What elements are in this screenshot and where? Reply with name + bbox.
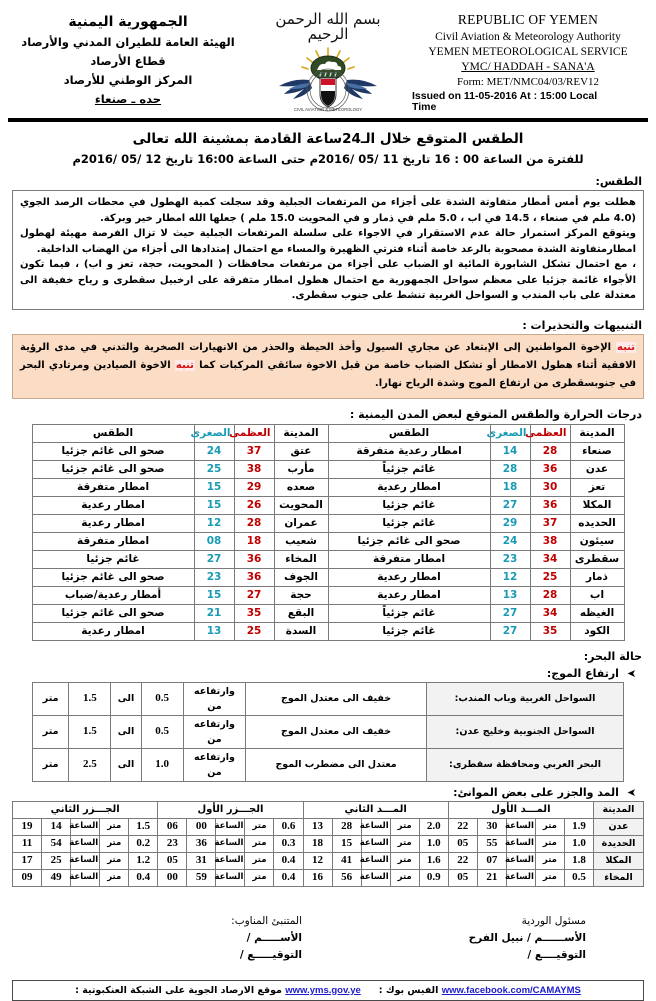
cell-max-temp: 28: [530, 442, 570, 460]
table-row: [32, 586, 624, 604]
cell-sea-state: معتدل الى مضطرب الموج: [246, 748, 427, 781]
cell-max-temp: 34: [530, 604, 570, 622]
cell-ebb1-hour: 36: [187, 835, 216, 852]
table-row: [13, 818, 644, 835]
cell-min-temp: 15: [194, 478, 234, 496]
cell-min-temp: 15: [194, 586, 234, 604]
cell-flow2-hour: 15: [332, 835, 361, 852]
cell-city: المخاء: [274, 550, 328, 568]
table-row: [13, 852, 644, 869]
emblem-ring-text: CIVIL AVIATION & METEOROLOGY: [293, 107, 363, 112]
cell-city: السدة: [274, 622, 328, 640]
cell-weather: صحو الى غائم جزئيا: [32, 442, 194, 460]
cell-weather: امطار رعدية: [328, 586, 490, 604]
table-row: [32, 604, 624, 622]
cell-ebb2-unit-m: متر: [100, 852, 129, 869]
table-row: [33, 715, 624, 748]
cell-ebb2-height: 1.2: [129, 852, 158, 869]
cell-city: مأرب: [274, 460, 328, 478]
cell-weather: صحو الى غائم جزئيا: [32, 604, 194, 622]
cell-ebb1-height: 0.4: [274, 852, 303, 869]
header-ar-line4: المركز الوطني للأرصاد: [63, 73, 193, 87]
cell-ebb2-hour: 14: [42, 818, 71, 835]
cell-min-temp: 23: [490, 550, 530, 568]
cell-flow1-hour: 55: [477, 835, 506, 852]
temperature-header-row: [32, 424, 624, 442]
cell-city: صعده: [274, 478, 328, 496]
shift-supervisor-name: الأســــــم / نبيل الفرح: [468, 931, 586, 944]
cell-flow1-unit-h: الساعة: [506, 852, 535, 869]
cell-sea-state: خفيف الى معتدل الموج: [246, 682, 427, 715]
cell-height-to-word: الى: [111, 682, 141, 715]
th-weather-right: الطقس: [328, 424, 490, 442]
cell-height-unit: متر: [33, 748, 69, 781]
facebook-segment: [379, 985, 581, 996]
cell-height-prefix: وارتفاعه من: [183, 715, 245, 748]
table-row: [13, 835, 644, 852]
cell-ebb1-hour: 59: [187, 869, 216, 886]
cell-min-temp: 28: [490, 460, 530, 478]
header-ar-line1: الجمهورية اليمنية: [68, 14, 188, 30]
cell-weather: غائم جزئياً: [328, 460, 490, 478]
cell-weather: صحو الى غائم جزئيا: [32, 460, 194, 478]
cell-max-temp: 38: [234, 460, 274, 478]
duty-forecaster-sign: التوقيـــــع /: [239, 948, 302, 961]
header-en-issued-on: Issued on 11-05-2016 At : 15:00 Local: [412, 90, 598, 102]
cell-min-temp: 21: [194, 604, 234, 622]
th-city-right: المدينة: [570, 424, 624, 442]
tide-table-body: [13, 818, 644, 886]
cell-max-temp: 25: [234, 622, 274, 640]
cell-weather: صحو الى غائم جزئيا: [328, 532, 490, 550]
cell-flow2-hour: 56: [332, 869, 361, 886]
wave-height-label-row: [6, 667, 636, 680]
cell-max-temp: 35: [530, 622, 570, 640]
cell-max-temp: 36: [530, 496, 570, 514]
cell-ebb1-unit-m: متر: [245, 869, 274, 886]
cell-height-to: 1.5: [69, 682, 111, 715]
cell-height-from: 0.5: [141, 715, 183, 748]
cell-sea-state: خفيف الى معتدل الموج: [246, 715, 427, 748]
header-english-block: [410, 8, 646, 113]
cell-city: الحديده: [570, 514, 624, 532]
temperature-table: [32, 424, 625, 641]
cell-height-to-word: الى: [111, 715, 141, 748]
header-ar-line5: حده ـ صنعاء: [94, 92, 162, 106]
cell-ebb2-hour: 25: [42, 852, 71, 869]
cell-city: ذمار: [570, 568, 624, 586]
cell-ebb2-minute: 17: [13, 852, 42, 869]
cell-city: سيئون: [570, 532, 624, 550]
cell-min-temp: 27: [490, 496, 530, 514]
temperature-section-label: درجات الحرارة والطقس المتوقع لبعض المدن اليمنية :: [349, 407, 642, 421]
bismillah-calligraphy: بسم الله الرحمن الرحيم: [275, 10, 381, 43]
cell-port-city: عدن: [594, 818, 644, 835]
cell-min-temp: 29: [490, 514, 530, 532]
cell-max-temp: 36: [234, 550, 274, 568]
header-en-line4: YMC/ HADDAH - SANA'A: [461, 61, 595, 73]
tide-table-wrap: [12, 801, 644, 887]
cell-ebb2-unit-m: متر: [100, 835, 129, 852]
tide-label-row: [6, 786, 636, 799]
footer-links-bar: [12, 980, 644, 1001]
cell-flow2-unit-m: متر: [390, 835, 419, 852]
cell-min-temp: 08: [194, 532, 234, 550]
cell-flow2-height: 0.9: [419, 869, 448, 886]
cell-flow2-unit-h: الساعة: [361, 869, 390, 886]
cell-min-temp: 27: [490, 604, 530, 622]
cell-max-temp: 35: [234, 604, 274, 622]
shift-supervisor-title: مسئول الوردية: [521, 914, 586, 927]
cell-min-temp: 23: [194, 568, 234, 586]
cell-min-temp: 24: [490, 532, 530, 550]
cell-min-temp: 24: [194, 442, 234, 460]
cell-city: عدن: [570, 460, 624, 478]
cell-flow2-unit-m: متر: [390, 869, 419, 886]
cell-min-temp: 25: [194, 460, 234, 478]
cell-coast: السواحل الغربية وباب المندب:: [427, 682, 624, 715]
cell-min-temp: 27: [194, 550, 234, 568]
cell-max-temp: 36: [530, 460, 570, 478]
header-en-line2: Civil Aviation & Meteorology Authority: [435, 31, 621, 43]
cell-city: المحويت: [274, 496, 328, 514]
tide-section-label: المد والجزر على بعض الموانئ:: [453, 785, 619, 799]
cell-flow2-minute: 18: [303, 835, 332, 852]
cell-max-temp: 36: [234, 568, 274, 586]
cell-weather: امطار متفرقة: [32, 532, 194, 550]
facebook-link[interactable]: www.facebook.com/CAMAYMS: [441, 984, 581, 996]
cell-city: سقطرى: [570, 550, 624, 568]
header-en-line3: YEMEN METEOROLOGICAL SERVICE: [428, 46, 628, 58]
signature-shift-supervisor: [328, 913, 632, 964]
cell-weather: امطار رعدية: [32, 622, 194, 640]
cell-flow1-height: 0.5: [564, 869, 593, 886]
cell-city: عتق: [274, 442, 328, 460]
wave-height-label: ارتفاع الموج:: [546, 666, 619, 680]
cell-flow2-minute: 16: [303, 869, 332, 886]
cell-flow2-unit-m: متر: [390, 818, 419, 835]
warnings-text-box: [12, 334, 644, 399]
cell-ebb2-hour: 54: [42, 835, 71, 852]
cell-city: الجوف: [274, 568, 328, 586]
cell-max-temp: 27: [234, 586, 274, 604]
cell-flow2-height: 1.0: [419, 835, 448, 852]
civil-aviation-meteorology-emblem-icon: [276, 46, 380, 112]
weather-text-box: [12, 190, 644, 310]
cell-ebb1-height: 0.4: [274, 869, 303, 886]
cell-max-temp: 34: [530, 550, 570, 568]
cell-flow1-minute: 05: [448, 835, 477, 852]
cell-ebb2-height: 0.2: [129, 835, 158, 852]
cell-weather: غائم جزئيا: [32, 550, 194, 568]
cell-city: المكلا: [570, 496, 624, 514]
cell-city: تعز: [570, 478, 624, 496]
cell-min-temp: 12: [490, 568, 530, 586]
cell-ebb2-unit-h: الساعة: [71, 835, 100, 852]
table-row: [32, 496, 624, 514]
temperature-table-body: [32, 442, 624, 640]
website-segment: [75, 985, 361, 996]
cell-ebb2-minute: 09: [13, 869, 42, 886]
cell-flow2-height: 1.6: [419, 852, 448, 869]
cell-flow1-height: 1.8: [564, 852, 593, 869]
header-ar-line3: قطاع الأرصاد: [90, 54, 166, 68]
tide-table: [12, 801, 644, 887]
cell-ebb1-hour: 31: [187, 852, 216, 869]
cell-height-to: 2.5: [69, 748, 111, 781]
cell-height-from: 0.5: [141, 682, 183, 715]
th-weather-left: الطقس: [32, 424, 194, 442]
cell-ebb2-unit-h: الساعة: [71, 869, 100, 886]
th-min-left: الصغرى: [194, 424, 234, 442]
cell-ebb1-unit-m: متر: [245, 818, 274, 835]
table-row: [33, 682, 624, 715]
cell-height-unit: متر: [33, 682, 69, 715]
cell-ebb1-unit-h: الساعة: [216, 835, 245, 852]
cell-port-city: المكلا: [594, 852, 644, 869]
cell-ebb2-minute: 19: [13, 818, 42, 835]
header-divider: [8, 118, 648, 122]
cell-city: الكود: [570, 622, 624, 640]
facebook-label: الفيس بوك :: [378, 984, 439, 996]
cell-flow2-unit-h: الساعة: [361, 835, 390, 852]
warning-keyword-1: تنبه: [617, 341, 636, 353]
cell-weather: غائم جزئياً: [328, 604, 490, 622]
cell-ebb2-unit-m: متر: [100, 869, 129, 886]
cell-height-to: 1.5: [69, 715, 111, 748]
cell-max-temp: 38: [530, 532, 570, 550]
table-row: [13, 869, 644, 886]
sea-table-body: [33, 682, 624, 781]
bullet-arrow-icon: ➤: [626, 666, 636, 680]
cell-ebb2-height: 0.4: [129, 869, 158, 886]
website-link[interactable]: www.yms.gov.ye: [285, 984, 361, 996]
cell-ebb1-height: 0.6: [274, 818, 303, 835]
table-row: [32, 532, 624, 550]
th-tide-city: المدينة: [594, 801, 644, 818]
warnings-section-label: التنبيهات والتحذيرات :: [522, 318, 642, 332]
cell-height-prefix: وارتفاعه من: [183, 748, 245, 781]
cell-weather: امطار رعدية: [32, 496, 194, 514]
th-flow1: المـــد الأول: [448, 801, 593, 818]
table-row: [32, 442, 624, 460]
sea-state-table: [32, 682, 624, 782]
cell-ebb2-minute: 11: [13, 835, 42, 852]
cell-max-temp: 18: [234, 532, 274, 550]
cell-flow1-minute: 22: [448, 852, 477, 869]
table-row: [32, 460, 624, 478]
website-label: موقع الارصاد الجوية على الشبكة العنكبوتية :: [75, 984, 282, 996]
cell-coast: البحر العربي ومحافظة سقطرى:: [427, 748, 624, 781]
cell-ebb1-hour: 00: [187, 818, 216, 835]
cell-flow2-minute: 12: [303, 852, 332, 869]
weather-section-label: الطقس:: [595, 175, 642, 188]
cell-ebb1-height: 0.3: [274, 835, 303, 852]
cell-min-temp: 15: [194, 496, 234, 514]
sea-section-label: حالة البحر:: [583, 649, 642, 663]
header-ar-line2: الهيئة العامة للطيران المدني والأرصاد: [21, 35, 235, 49]
cell-city: الغيظه: [570, 604, 624, 622]
cell-min-temp: 27: [490, 622, 530, 640]
cell-max-temp: 37: [530, 514, 570, 532]
cell-flow1-minute: 22: [448, 818, 477, 835]
cell-flow1-unit-h: الساعة: [506, 818, 535, 835]
cell-ebb2-unit-h: الساعة: [71, 818, 100, 835]
cell-city: صنعاء: [570, 442, 624, 460]
cell-max-temp: 28: [234, 514, 274, 532]
cell-city: عمران: [274, 514, 328, 532]
cell-ebb1-unit-m: متر: [245, 835, 274, 852]
cell-weather: غائم جزئيا: [328, 622, 490, 640]
cell-flow1-hour: 07: [477, 852, 506, 869]
th-max-left: العظمى: [234, 424, 274, 442]
cell-ebb1-minute: 06: [158, 818, 187, 835]
table-row: [32, 568, 624, 586]
bullet-arrow-icon-2: ➤: [626, 785, 636, 799]
cell-city: شعيب: [274, 532, 328, 550]
cell-weather: امطار رعدية: [328, 478, 490, 496]
warning-text-1: الإخوة المواطنين إلى الإبتعاد عن مجاري السيول وأخذ الحيطة والحذر من الانهيارات الصخرية والتدني في مدى الرؤية الافقية أثناء هطول الامطار أو تشكل الضباب خاصة من قبل الاخوة سائقي المركبات كما: [20, 341, 636, 371]
bulletin-title-block: [6, 131, 650, 166]
header-arabic-block: [10, 8, 246, 106]
cell-weather: غائم جزئيا: [328, 514, 490, 532]
cell-min-temp: 12: [194, 514, 234, 532]
cell-flow1-hour: 21: [477, 869, 506, 886]
weather-paragraph-2: ويتوقع المركز استمرار حالة عدم الاستقرار في الاجواء على سلسلة المرتفعات الجبلية حيث لا تزال الفرصة مهيئة لهطول امطارمتفاوتة الشدة مصحوبة بالرعد خاصة أثناء فترتي الظهيرة والمساء مع احتمال إمتدادها الى أجزاء من الهضاب الداخلية.: [20, 228, 636, 255]
cell-flow1-height: 1.9: [564, 818, 593, 835]
cell-height-prefix: وارتفاعه من: [183, 682, 245, 715]
cell-flow1-unit-m: متر: [535, 869, 564, 886]
cell-ebb1-unit-m: متر: [245, 852, 274, 869]
cell-flow1-unit-h: الساعة: [506, 835, 535, 852]
duty-forecaster-title: المتنبئ المناوب:: [231, 914, 302, 927]
cell-flow1-minute: 05: [448, 869, 477, 886]
warning-keyword-2: تنبه: [175, 359, 194, 371]
cell-flow2-hour: 41: [332, 852, 361, 869]
th-max-right: العظمى: [530, 424, 570, 442]
cell-weather: صحو الى غائم جزئيا: [32, 568, 194, 586]
header-en-form-number: Form: MET/NMC04/03/REV12: [456, 76, 600, 88]
logo-block: [253, 8, 403, 116]
cell-flow2-minute: 13: [303, 818, 332, 835]
cell-height-unit: متر: [33, 715, 69, 748]
tide-header-row: [13, 801, 644, 818]
cell-weather: امطار متفرقة: [32, 478, 194, 496]
document-header: [6, 4, 650, 116]
cell-min-temp: 13: [194, 622, 234, 640]
cell-ebb1-unit-h: الساعة: [216, 869, 245, 886]
cell-weather: امطار متفرقة: [328, 550, 490, 568]
cell-max-temp: 30: [530, 478, 570, 496]
validity-period: للفترة من الساعة 00 : 16 تاريخ 11 /05 /2016م حتى الساعة 16:00 تاريخ 12 /05 /2016م: [72, 152, 584, 166]
cell-coast: السواحل الجنوبية وخليج عدن:: [427, 715, 624, 748]
cell-flow1-hour: 30: [477, 818, 506, 835]
signature-duty-forecaster: [24, 913, 328, 964]
weather-paragraph-3: ، مع احتمال تشكل الشابورة المائية او الضباب على أجزاء من مرتفعات محافظات ( المحويت، حجة، تعز و اب) ، فيما تكون الأجواء غائمة جزئيا على معظم سواحل الجمهورية مع احتمال هطول امطار متفرقة على ارخبيل سقطرى و رياح خفيفة الى معتدلة على باب المندب و السواحل الغربية تنشط على جنوب سقطرى.: [20, 259, 636, 301]
cell-flow1-unit-m: متر: [535, 852, 564, 869]
cell-city: البقع: [274, 604, 328, 622]
cell-max-temp: 26: [234, 496, 274, 514]
cell-city: اب: [570, 586, 624, 604]
temperature-table-wrap: [12, 424, 644, 641]
cell-port-city: الحديدة: [594, 835, 644, 852]
cell-city: حجة: [274, 586, 328, 604]
cell-ebb1-minute: 00: [158, 869, 187, 886]
cell-ebb2-height: 1.5: [129, 818, 158, 835]
sea-table-wrap: [12, 682, 644, 782]
cell-flow2-unit-m: متر: [390, 852, 419, 869]
page-title: الطقس المتوقع خلال الـ24ساعة القادمة بمشينة الله تعالى: [132, 131, 524, 147]
cell-flow1-unit-h: الساعة: [506, 869, 535, 886]
cell-flow2-unit-h: الساعة: [361, 818, 390, 835]
cell-min-temp: 13: [490, 586, 530, 604]
table-row: [32, 514, 624, 532]
table-row: [32, 478, 624, 496]
signature-row: [6, 913, 650, 964]
table-row: [32, 622, 624, 640]
cell-min-temp: 18: [490, 478, 530, 496]
warning-text-2: الاخوة الصيادين ومرتادي البحر في جنوبسقطرى من ارتفاع الموج وشدة الرياح نهارا.: [20, 359, 636, 389]
cell-flow2-hour: 28: [332, 818, 361, 835]
cell-max-temp: 25: [530, 568, 570, 586]
th-ebb1: الجـــزر الأول: [158, 801, 303, 818]
cell-weather: امطار رعدية: [32, 514, 194, 532]
header-en-line1: REPUBLIC OF YEMEN: [457, 12, 599, 27]
cell-weather: امطار رعدية متفرقة: [328, 442, 490, 460]
cell-ebb1-minute: 23: [158, 835, 187, 852]
th-ebb2: الجـــزر الثاني: [13, 801, 158, 818]
th-min-right: الصغرى: [490, 424, 530, 442]
shift-supervisor-sign: التوقيــــع /: [527, 948, 586, 961]
cell-port-city: المخاء: [594, 869, 644, 886]
cell-ebb1-minute: 05: [158, 852, 187, 869]
table-row: [32, 550, 624, 568]
cell-max-temp: 29: [234, 478, 274, 496]
weather-paragraph-1: هطلت يوم أمس أمطار متفاوتة الشدة على أجزاء من المرتفعات الجبلية وقد سجلت كمية الهطول في محطات الرصد الجوي (4.0 ملم في صنعاء ، 14.5 في اب ، 5.0 ملم في ذمار و في المحويت 15.0 ملم ) جعلها الله امطار خير وبركة.: [20, 197, 636, 224]
cell-ebb2-unit-h: الساعة: [71, 852, 100, 869]
cell-ebb1-unit-h: الساعة: [216, 818, 245, 835]
cell-height-from: 1.0: [141, 748, 183, 781]
cell-flow2-height: 2.0: [419, 818, 448, 835]
cell-flow1-unit-m: متر: [535, 835, 564, 852]
cell-height-to-word: الى: [111, 748, 141, 781]
cell-flow1-unit-m: متر: [535, 818, 564, 835]
table-row: [33, 748, 624, 781]
cell-weather: أمطار رعدية/ضباب: [32, 586, 194, 604]
cell-ebb1-unit-h: الساعة: [216, 852, 245, 869]
cell-max-temp: 37: [234, 442, 274, 460]
th-flow2: المـــد الثاني: [303, 801, 448, 818]
cell-min-temp: 14: [490, 442, 530, 460]
cell-weather: غائم جزئيا: [328, 496, 490, 514]
cell-flow1-height: 1.0: [564, 835, 593, 852]
cell-max-temp: 28: [530, 586, 570, 604]
duty-forecaster-name: الأســـــم /: [246, 931, 302, 944]
header-en-time-label: Time: [412, 101, 437, 113]
cell-flow2-unit-h: الساعة: [361, 852, 390, 869]
cell-ebb2-hour: 49: [42, 869, 71, 886]
cell-weather: امطار رعدية: [328, 568, 490, 586]
cell-ebb2-unit-m: متر: [100, 818, 129, 835]
th-city-left: المدينة: [274, 424, 328, 442]
